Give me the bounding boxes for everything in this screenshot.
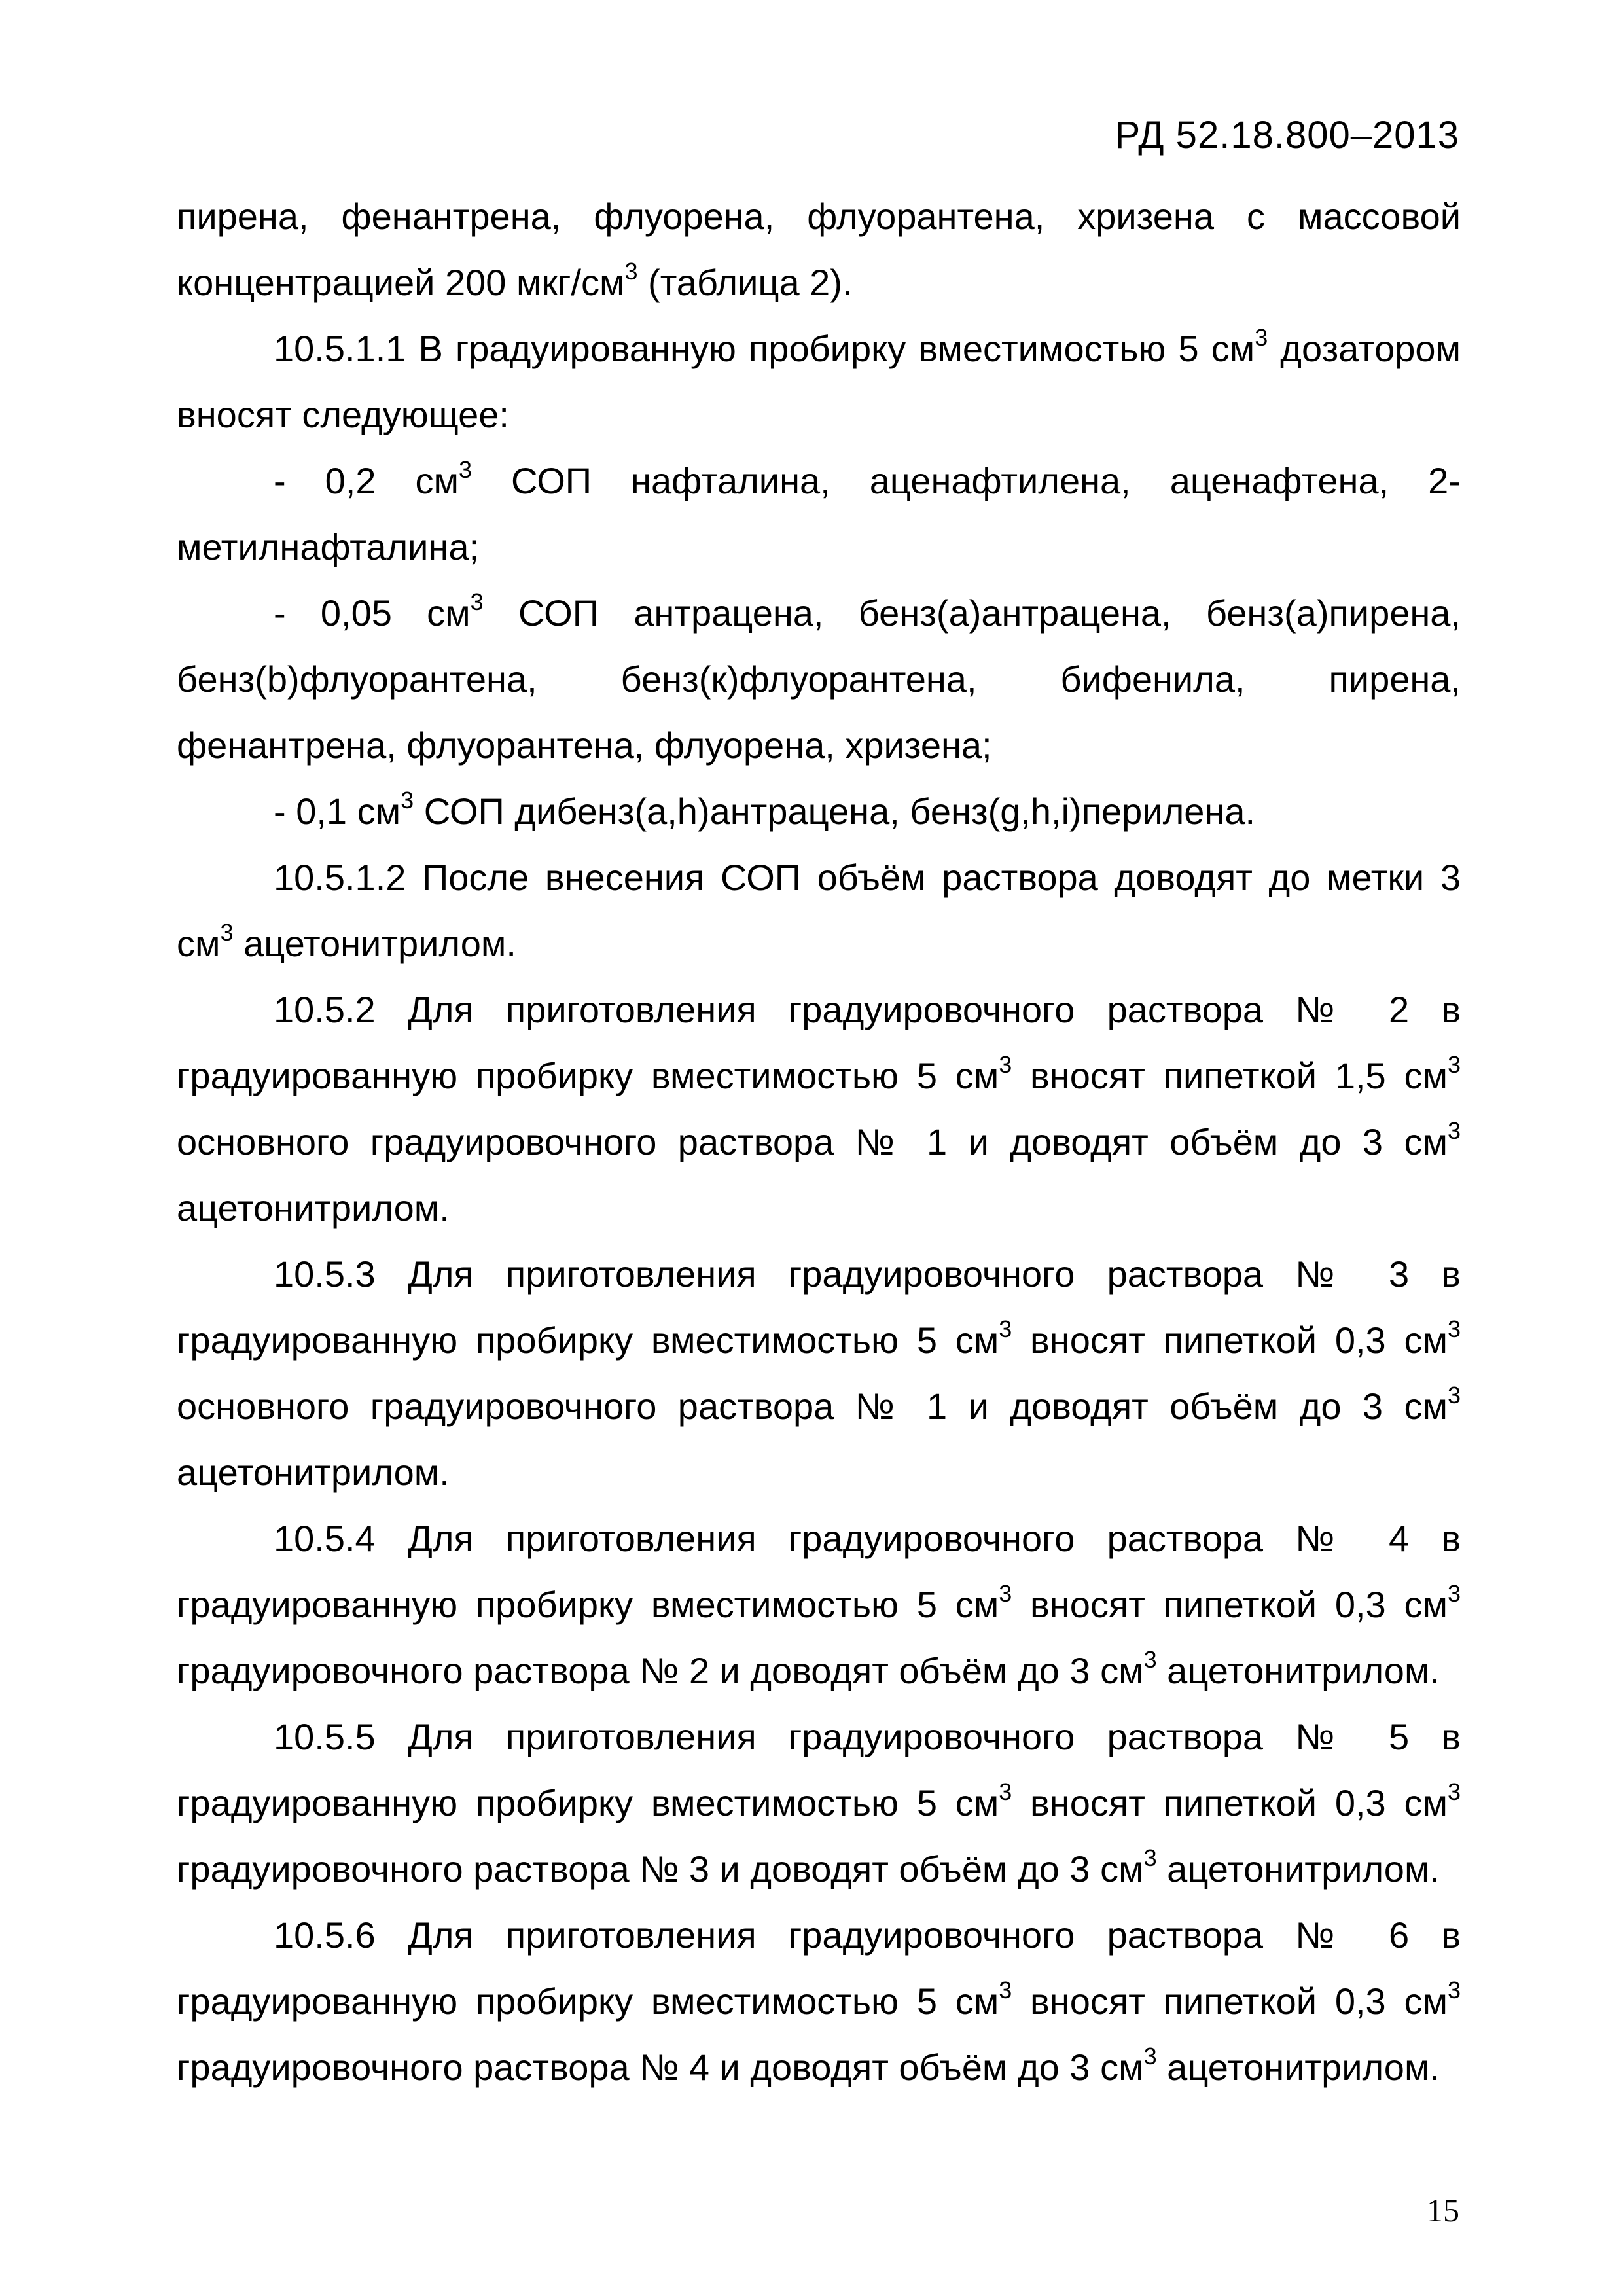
paragraph-10-5-6: 10.5.6 Для приготовления градуировочного раствора № 6 в градуированную пробирку вместимостью 5 $см^3$ вносят пипеткой 0,3 $см^3$ градуировочного раствора № 4 и доводят объём до 3 $см^3$ ацетонитрилом.: [177, 1914, 1461, 2088]
page-number: 15: [1427, 2192, 1459, 2229]
paragraph-10-5-4: 10.5.4 Для приготовления градуировочного раствора № 4 в градуированную пробирку вместимостью 5 $см^3$ вносят пипеткой 0,3 $см^3$ градуировочного раствора № 2 и доводят объём до 3 $см^3$ ацетонитрилом.: [177, 1518, 1461, 1691]
document-body: [177, 183, 1461, 2100]
list-item: - 0,05 $см^3$ СОП антрацена, бенз(a)антрацена, бенз(a)пирена, бенз(b)флуорантена, бенз(к)флуорантена, бифенила, пирена, фенантрена, флуорантена, флуорена, хризена;: [177, 588, 1461, 766]
paragraph-10-5-2: 10.5.2 Для приготовления градуировочного раствора № 2 в градуированную пробирку вместимостью 5 $см^3$ вносят пипеткой 1,5 $см^3$ основного градуировочного раствора № 1 и доводят объём до 3 $см^3$ ацетонитрилом.: [177, 989, 1461, 1229]
list-item: - 0,1 $см^3$ СОП дибенз(a,h)антрацена, бенз(g,h,i)перилена.: [274, 787, 1256, 832]
paragraph-10-5-1-1: 10.5.1.1 В градуированную пробирку вместимостью 5 $см^3$ дозатором вносят следующее:: [177, 324, 1461, 435]
paragraph-10-5-1-2: 10.5.1.2 После внесения СОП объём раствора доводят до метки 3 $см^3$ ацетонитрилом.: [177, 857, 1461, 964]
list-item: - 0,2 $см^3$ СОП нафталина, аценафтилена, аценафтена, 2-метилнафталина;: [177, 456, 1461, 567]
paragraph-10-5-3: 10.5.3 Для приготовления градуировочного раствора № 3 в градуированную пробирку вместимостью 5 $см^3$ вносят пипеткой 0,3 $см^3$ основного градуировочного раствора № 1 и доводят объём до 3 $см^3$ ацетонитрилом.: [177, 1253, 1461, 1493]
paragraph-continuation: пирена, фенантрена, флуорена, флуорантена, хризена с массовой концентрацией 200 мкг/$см^3$ (таблица 2).: [177, 196, 1461, 303]
document-code-header: РД 52.18.800–2013: [1115, 114, 1459, 156]
paragraph-10-5-5: 10.5.5 Для приготовления градуировочного раствора № 5 в градуированную пробирку вместимостью 5 $см^3$ вносят пипеткой 0,3 $см^3$ градуировочного раствора № 3 и доводят объём до 3 $см^3$ ацетонитрилом.: [177, 1716, 1461, 1890]
